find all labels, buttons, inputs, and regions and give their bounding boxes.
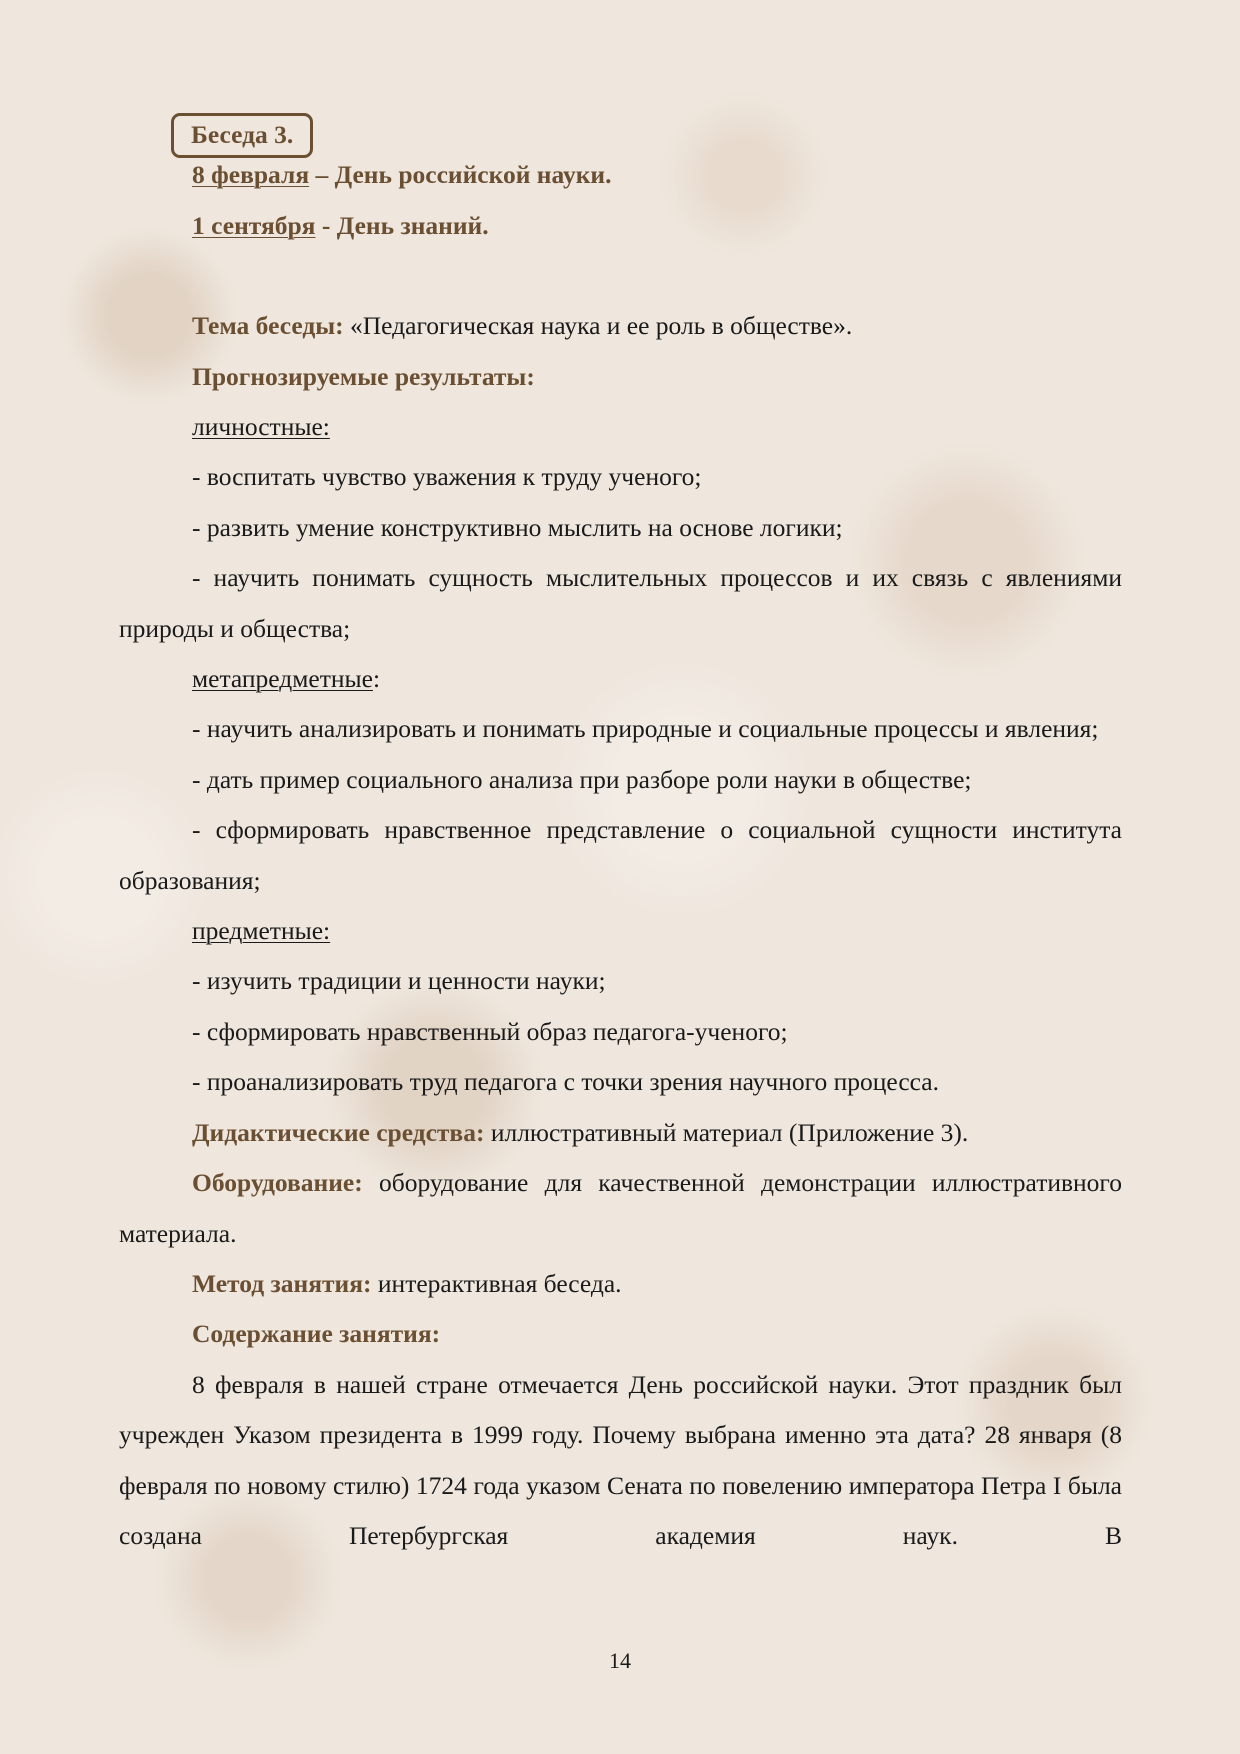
list-item: - изучить традиции и ценности науки;	[192, 966, 606, 996]
date-september-1: 1 сентября	[192, 210, 316, 240]
list-item: - научить понимать сущность мыслительных процессов и их связь с явлениями природы и общества;	[119, 563, 1122, 643]
list-item: - воспитать чувство уважения к труду ученого;	[192, 462, 702, 492]
content-heading: Содержание занятия:	[192, 1319, 441, 1349]
topic-line	[119, 301, 1122, 351]
content-paragraph: 8 февраля в нашей стране отмечается День российской науки. Этот праздник был учрежден Указом президента в 1999 году. Почему выбрана именно эта дата? 28 января (8 февраля по новому стилю) 1724 года указом Сената по повелению императора Петра I была создана Петербургская академия наук. В	[119, 1369, 1122, 1550]
page-number: 14	[609, 1648, 631, 1673]
topic-label: Тема беседы:	[192, 311, 344, 341]
subject-results-label: предметные:	[192, 916, 331, 946]
method-line: Метод занятия: интерактивная беседа.	[192, 1268, 622, 1298]
list-item: - развить умение конструктивно мыслить на основе логики;	[192, 512, 843, 542]
list-item: - сформировать нравственный образ педагога-ученого;	[192, 1016, 788, 1046]
date-line-knowledge-day: 1 сентября - День знаний.	[192, 210, 489, 240]
list-item: - дать пример социального анализа при разборе роли науки в обществе;	[192, 764, 972, 794]
conversation-title-box: Беседа 3.	[171, 113, 313, 158]
date-line-science-day: 8 февраля – День российской науки.	[192, 160, 612, 190]
topic-text: «Педагогическая наука и ее роль в обществе».	[343, 311, 853, 341]
meta-results-label: метапредметные:	[192, 664, 381, 694]
list-item: - научить анализировать и понимать природные и социальные процессы и явления;	[192, 714, 1099, 744]
list-item: - проанализировать труд педагога с точки зрения научного процесса.	[192, 1067, 939, 1097]
results-heading: Прогнозируемые результаты:	[192, 361, 535, 391]
personal-results-label: личностные:	[192, 412, 330, 442]
document-page	[119, 100, 1122, 1561]
list-item: - сформировать нравственное представление о социальной сущности института образования;	[119, 815, 1122, 895]
didactic-line: Дидактические средства: иллюстративный материал (Приложение 3).	[192, 1117, 969, 1147]
date-february-8: 8 февраля	[192, 160, 310, 190]
equipment-line: Оборудование: оборудование для качественной демонстрации иллюстративного материала.	[119, 1168, 1122, 1248]
